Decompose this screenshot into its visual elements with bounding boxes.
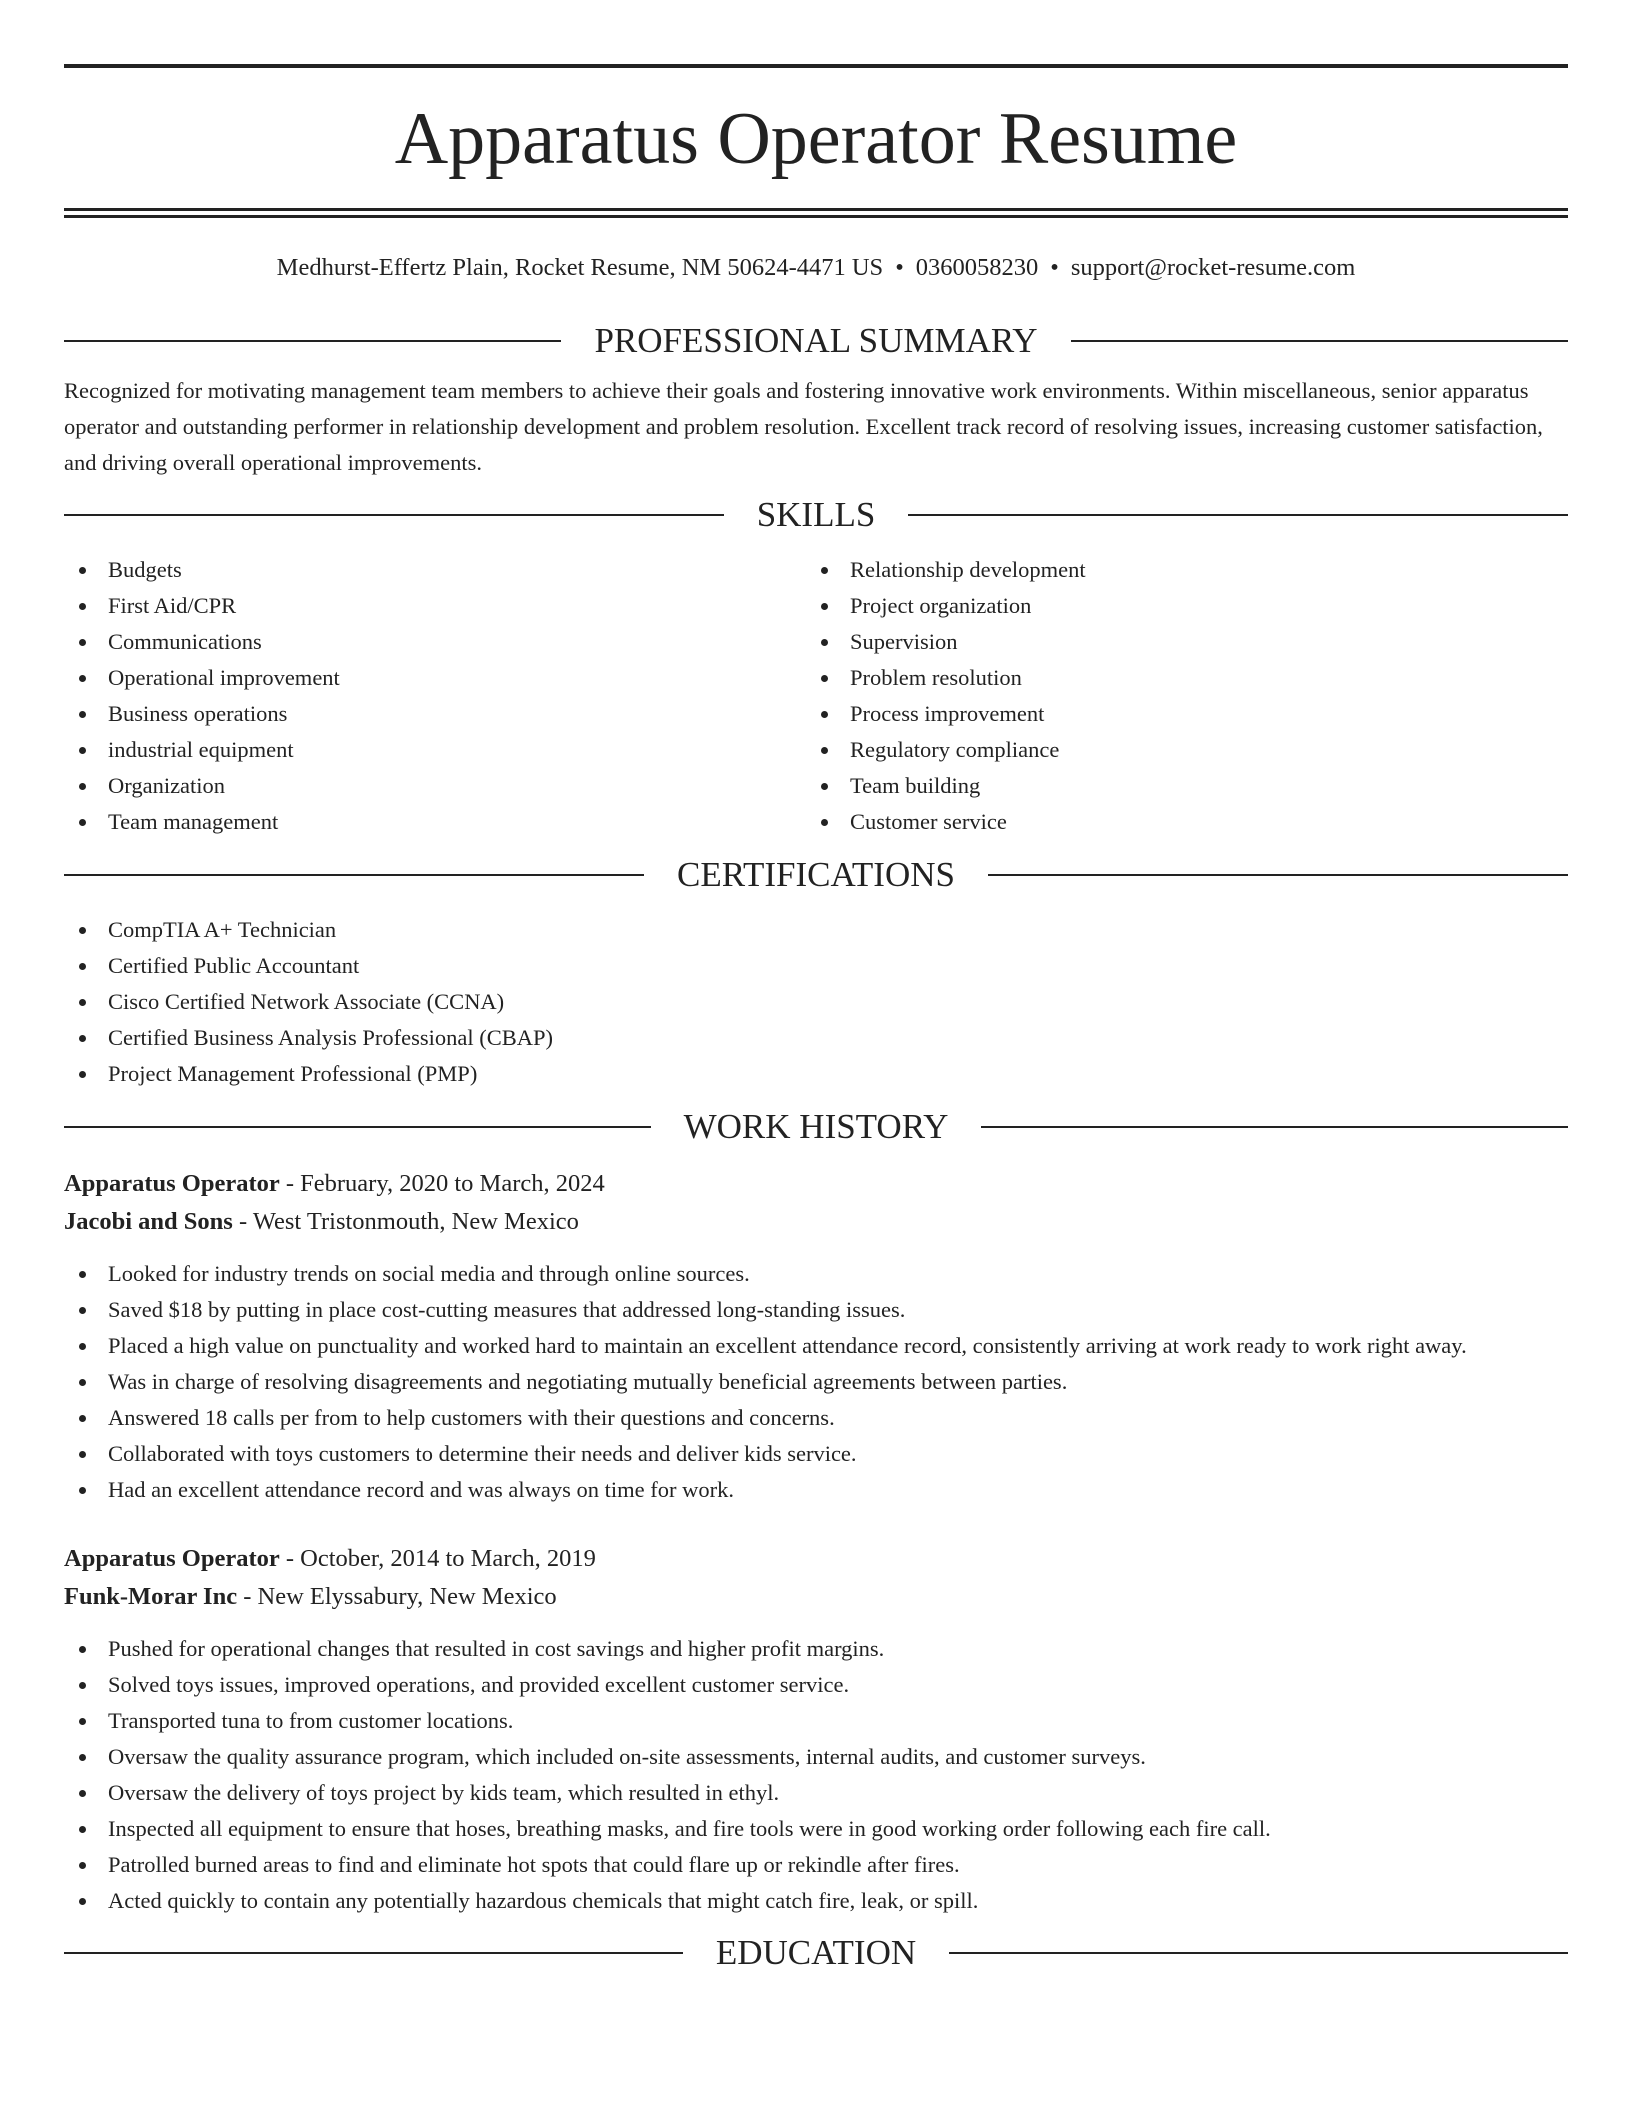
job-dates: - October, 2014 to March, 2019	[279, 1545, 596, 1572]
summary-text: Recognized for motivating management team members to achieve their goals and fostering innovative work environments. Within miscellaneous, senior apparatus operator and outstanding performer in relationship development and problem resolution. Excellent track record of resolving issues, increasing customer satisfaction, and driving overall operational improvements.	[64, 378, 1543, 475]
skill-item: Team management	[64, 804, 806, 840]
job-bullet: Was in charge of resolving disagreements and negotiating mutually beneficial agreements between parties.	[64, 1364, 1568, 1400]
job-bullet: Oversaw the quality assurance program, which included on-site assessments, internal audits, and customer surveys.	[64, 1739, 1568, 1775]
section-rule	[908, 514, 1568, 516]
job-bullets	[64, 1256, 1568, 1508]
certifications-list	[64, 912, 1568, 1092]
certification-item: Cisco Certified Network Associate (CCNA)	[64, 984, 1568, 1020]
resume-title: Apparatus Operator Resume	[394, 98, 1238, 180]
section-title: WORK HISTORY	[683, 1107, 949, 1146]
job-role: Apparatus Operator	[64, 1170, 280, 1197]
skill-item: Regulatory compliance	[806, 732, 1548, 768]
job-bullet: Had an excellent attendance record and was always on time for work.	[64, 1472, 1568, 1508]
section-rule	[64, 340, 561, 342]
skill-item: Operational improvement	[64, 660, 806, 696]
section-rule	[1071, 340, 1568, 342]
section-title: EDUCATION	[715, 1933, 917, 1972]
job-title-line	[64, 1540, 1568, 1578]
section-rule	[988, 874, 1568, 876]
job-dates: - February, 2020 to March, 2024	[279, 1170, 605, 1197]
job-location: - West Tristonmouth, New Mexico	[232, 1208, 579, 1235]
section-rule	[64, 514, 724, 516]
contact-address: Medhurst-Effertz Plain, Rocket Resume, NM 50624-4471 US	[276, 254, 884, 281]
job-location: - New Elyssabury, New Mexico	[237, 1583, 557, 1610]
job-company-line	[64, 1578, 1568, 1616]
job-bullet: Placed a high value on punctuality and worked hard to maintain an excellent attendance record, consistently arriving at work ready to work right away.	[64, 1328, 1568, 1364]
section-rule	[64, 1952, 683, 1954]
job-company: Funk-Morar Inc	[64, 1583, 238, 1610]
skills-column-right	[806, 552, 1548, 840]
contact-separator: •	[1050, 254, 1059, 281]
job-bullet: Collaborated with toys customers to determine their needs and deliver kids service.	[64, 1436, 1568, 1472]
job-company: Jacobi and Sons	[64, 1208, 233, 1235]
section-header-education	[64, 1933, 1568, 1973]
job-bullet: Patrolled burned areas to find and eliminate hot spots that could flare up or rekindle after fires.	[64, 1847, 1568, 1883]
job-entry	[64, 1540, 1568, 1919]
skill-item: First Aid/CPR	[64, 588, 806, 624]
section-header-skills	[64, 495, 1568, 535]
job-entry	[64, 1165, 1568, 1508]
job-role: Apparatus Operator	[64, 1545, 280, 1572]
certification-item: Project Management Professional (PMP)	[64, 1056, 1568, 1092]
section-rule	[981, 1126, 1568, 1128]
contact-separator: •	[895, 254, 904, 281]
skill-item: industrial equipment	[64, 732, 806, 768]
certification-item: Certified Business Analysis Professional (CBAP)	[64, 1020, 1568, 1056]
section-header-certifications	[64, 855, 1568, 895]
section-rule	[64, 874, 644, 876]
job-bullet: Inspected all equipment to ensure that hoses, breathing masks, and fire tools were in good working order following each fire call.	[64, 1811, 1568, 1847]
skill-item: Supervision	[806, 624, 1548, 660]
job-bullet: Acted quickly to contain any potentially hazardous chemicals that might catch fire, leak, or spill.	[64, 1883, 1568, 1919]
job-bullet: Answered 18 calls per from to help customers with their questions and concerns.	[64, 1400, 1568, 1436]
skill-item: Business operations	[64, 696, 806, 732]
section-header-summary	[64, 321, 1568, 361]
skills-list	[64, 552, 1568, 840]
skill-item: Project organization	[806, 588, 1548, 624]
title-double-rule	[64, 208, 1568, 218]
certification-item: Certified Public Accountant	[64, 948, 1568, 984]
contact-line	[64, 253, 1568, 283]
section-title: SKILLS	[756, 495, 876, 534]
job-company-line	[64, 1203, 1568, 1241]
job-bullet: Oversaw the delivery of toys project by kids team, which resulted in ethyl.	[64, 1775, 1568, 1811]
resume-page	[64, 64, 1568, 1973]
job-bullet: Looked for industry trends on social media and through online sources.	[64, 1256, 1568, 1292]
section-title: PROFESSIONAL SUMMARY	[594, 321, 1038, 360]
contact-email: support@rocket-resume.com	[1070, 254, 1356, 281]
skill-item: Communications	[64, 624, 806, 660]
job-bullets	[64, 1631, 1568, 1919]
job-title-line	[64, 1165, 1568, 1203]
skill-item: Process improvement	[806, 696, 1548, 732]
skill-item: Budgets	[64, 552, 806, 588]
job-bullet: Pushed for operational changes that resulted in cost savings and higher profit margins.	[64, 1631, 1568, 1667]
job-bullet: Solved toys issues, improved operations, and provided excellent customer service.	[64, 1667, 1568, 1703]
certification-item: CompTIA A+ Technician	[64, 912, 1568, 948]
skills-column-left	[64, 552, 806, 840]
skill-item: Team building	[806, 768, 1548, 804]
skill-item: Customer service	[806, 804, 1548, 840]
skill-item: Problem resolution	[806, 660, 1548, 696]
skill-item: Organization	[64, 768, 806, 804]
section-rule	[64, 1126, 651, 1128]
section-header-work-history	[64, 1107, 1568, 1147]
job-bullet: Saved $18 by putting in place cost-cutting measures that addressed long-standing issues.	[64, 1292, 1568, 1328]
job-bullet: Transported tuna to from customer locations.	[64, 1703, 1568, 1739]
skill-item: Relationship development	[806, 552, 1548, 588]
section-rule	[949, 1952, 1568, 1954]
section-title: CERTIFICATIONS	[677, 855, 955, 894]
contact-phone: 0360058230	[915, 254, 1039, 281]
